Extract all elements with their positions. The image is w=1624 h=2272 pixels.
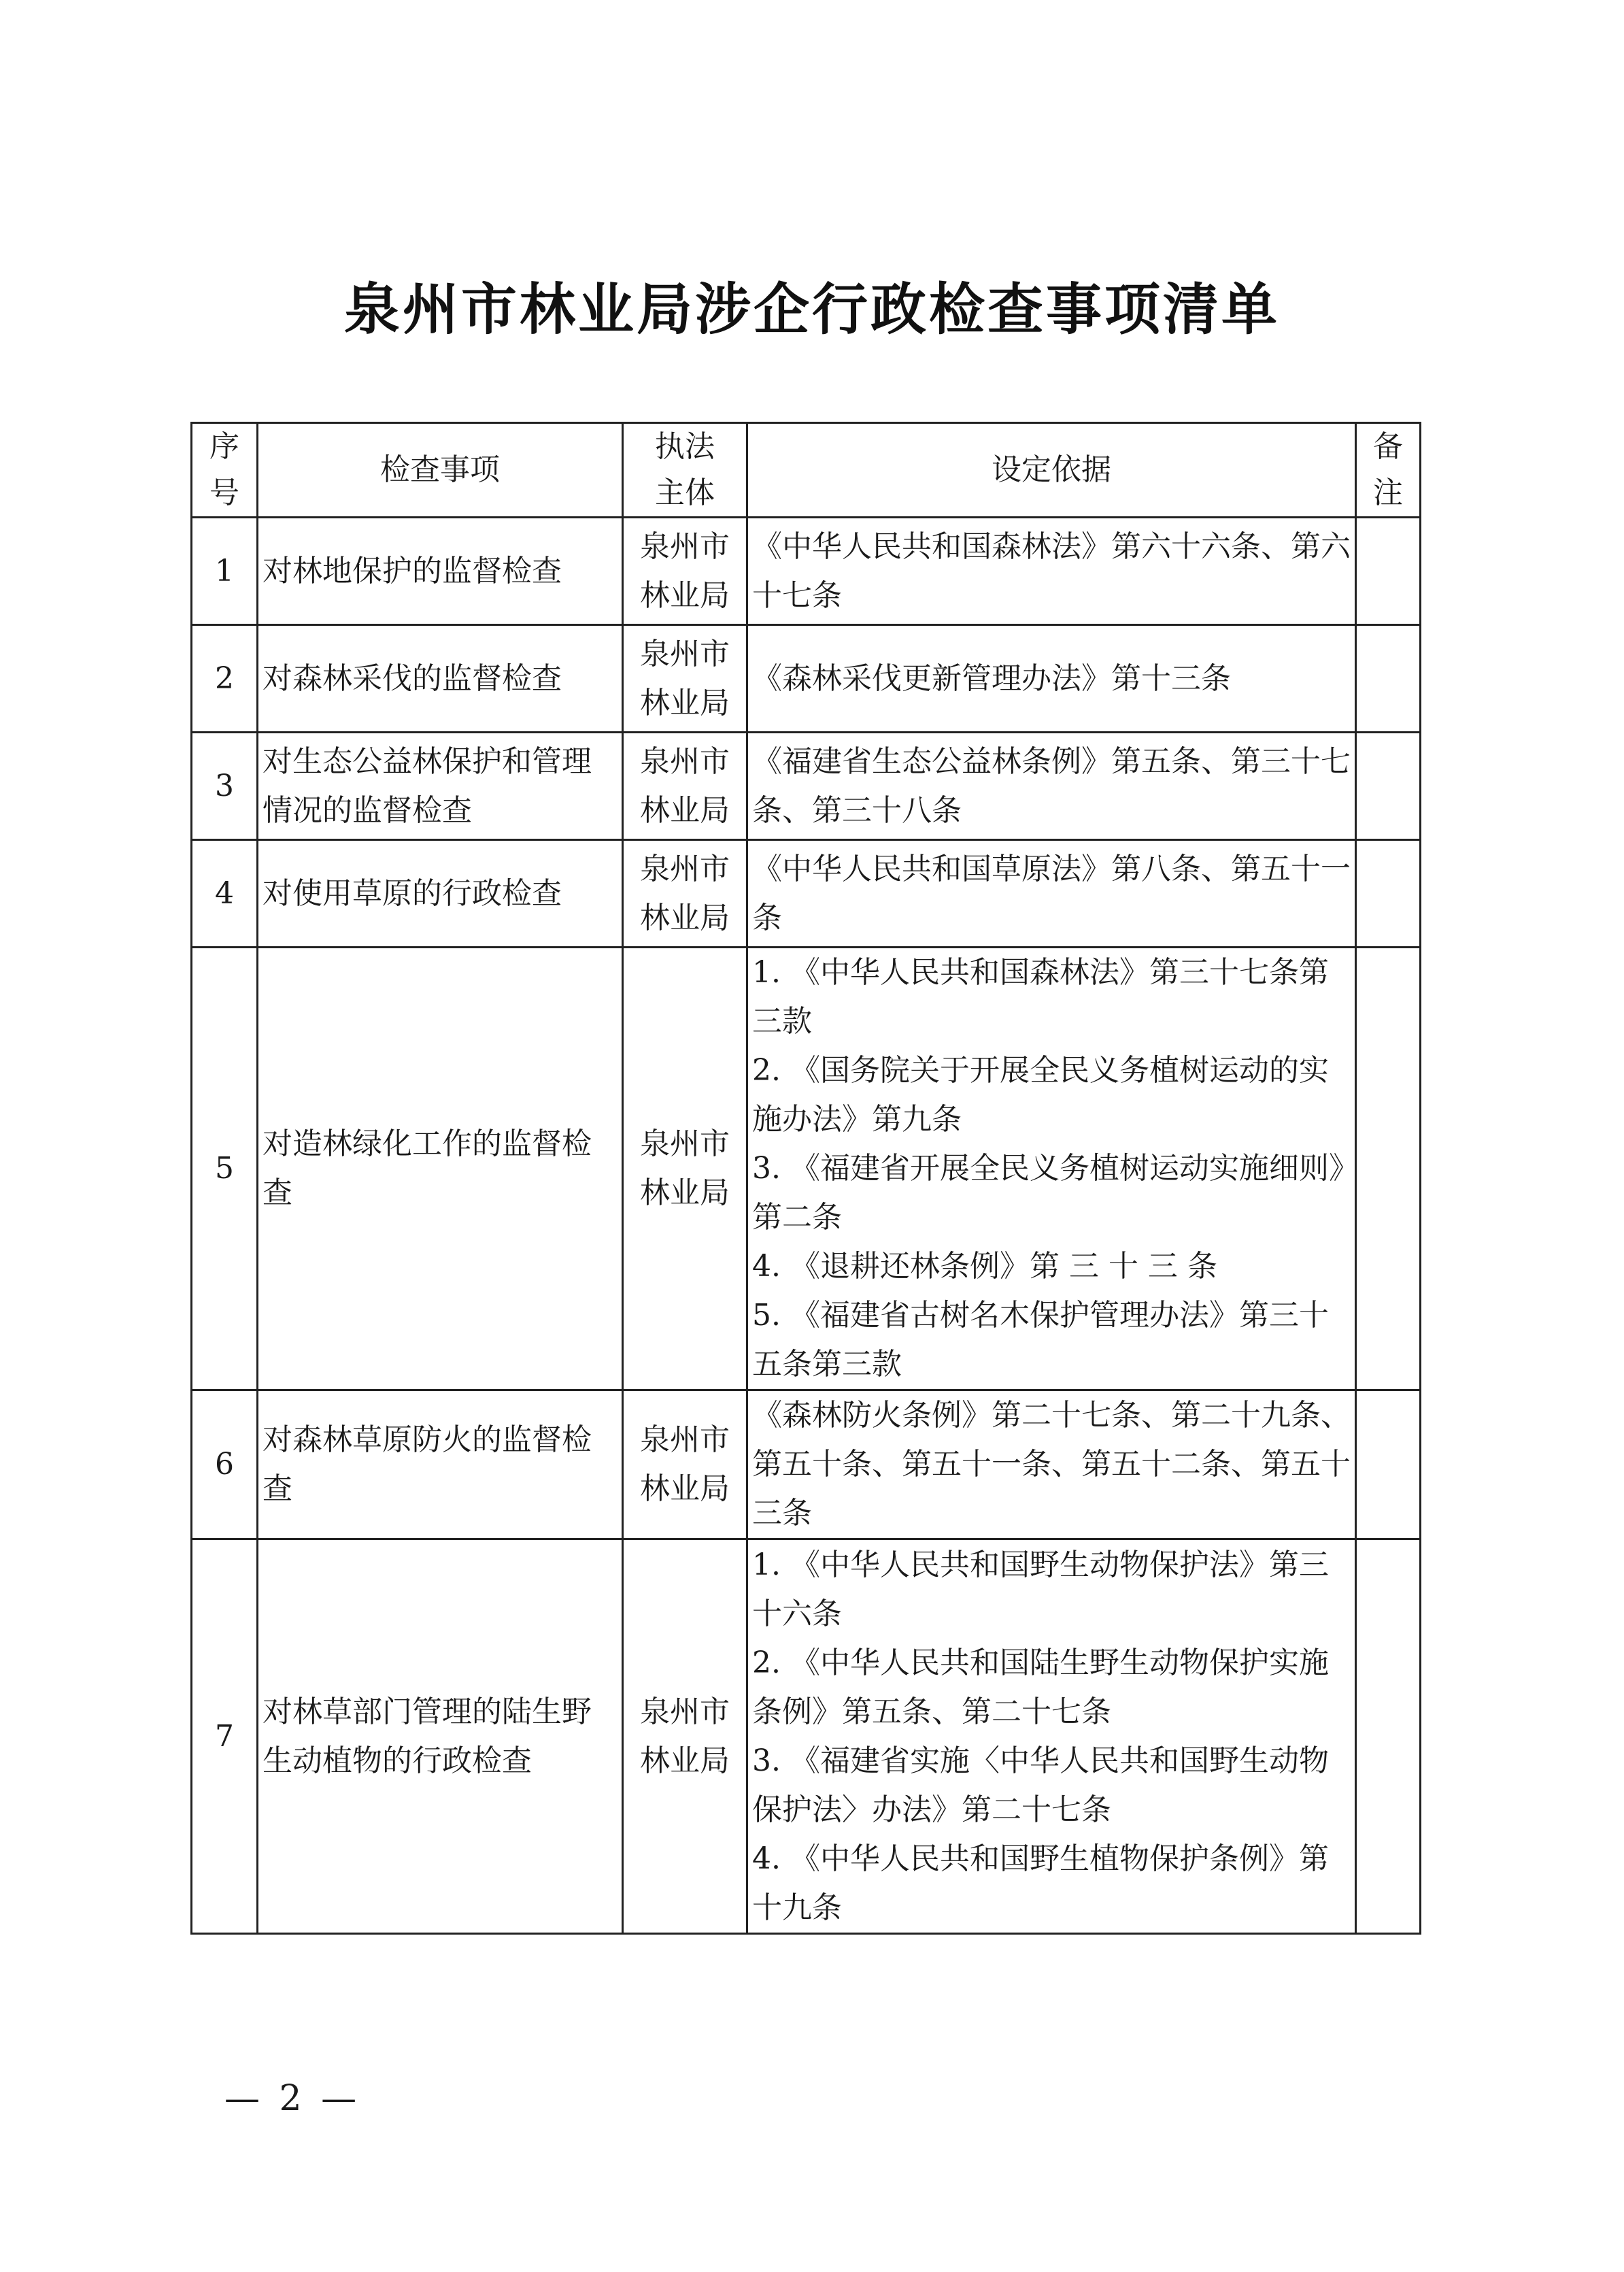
row-enforcement-body-line: 泉州市 bbox=[640, 1694, 730, 1729]
row-seq: 6 bbox=[192, 1390, 258, 1539]
row-legal-basis-line: 《森林防火条例》第二十七条、第二十九条、第五十条、第五十一条、第五十二条、第五十三条 bbox=[752, 1398, 1351, 1531]
header-note-line: 注 bbox=[1373, 475, 1403, 510]
header-basis: 设定依据 bbox=[747, 423, 1356, 518]
row-note bbox=[1356, 1390, 1421, 1539]
row-legal-basis bbox=[747, 733, 1356, 840]
row-legal-basis bbox=[747, 840, 1356, 948]
row-note bbox=[1356, 518, 1421, 625]
row-seq: 7 bbox=[192, 1539, 258, 1934]
row-legal-basis bbox=[747, 1390, 1356, 1539]
row-legal-basis bbox=[747, 625, 1356, 733]
inspection-items-table bbox=[190, 422, 1421, 1935]
table-row bbox=[192, 1390, 1421, 1539]
row-enforcement-body-line: 林业局 bbox=[640, 578, 730, 613]
row-seq: 3 bbox=[192, 733, 258, 840]
row-seq: 5 bbox=[192, 948, 258, 1390]
row-inspection-item: 对造林绿化工作的监督检查 bbox=[258, 948, 623, 1390]
table-row bbox=[192, 625, 1421, 733]
header-seq bbox=[192, 423, 258, 518]
row-inspection-item: 对生态公益林保护和管理情况的监督检查 bbox=[258, 733, 623, 840]
row-legal-basis-line: 1. 《中华人民共和国森林法》第三十七条第三款 bbox=[752, 955, 1329, 1039]
row-enforcement-body-line: 泉州市 bbox=[640, 529, 730, 564]
row-enforcement-body bbox=[623, 1539, 747, 1934]
row-enforcement-body bbox=[623, 840, 747, 948]
table-header-row bbox=[192, 423, 1421, 518]
row-enforcement-body-line: 泉州市 bbox=[640, 636, 730, 671]
row-enforcement-body-line: 林业局 bbox=[640, 1743, 730, 1778]
row-legal-basis bbox=[747, 1539, 1356, 1934]
table-row bbox=[192, 840, 1421, 948]
row-legal-basis-line: 2. 《中华人民共和国陆生野生动物保护实施条例》第五条、第二十七条 bbox=[752, 1645, 1329, 1729]
page-number: — 2 — bbox=[224, 2078, 361, 2119]
row-seq: 2 bbox=[192, 625, 258, 733]
row-enforcement-body-line: 林业局 bbox=[640, 900, 730, 935]
row-enforcement-body-line: 泉州市 bbox=[640, 1422, 730, 1457]
row-seq: 4 bbox=[192, 840, 258, 948]
table-row bbox=[192, 733, 1421, 840]
table-row bbox=[192, 518, 1421, 625]
row-enforcement-body-line: 泉州市 bbox=[640, 744, 730, 779]
row-legal-basis-line: 1. 《中华人民共和国野生动物保护法》第三十六条 bbox=[752, 1547, 1329, 1631]
row-enforcement-body bbox=[623, 518, 747, 625]
table-body bbox=[192, 518, 1421, 1934]
row-inspection-item: 对森林采伐的监督检查 bbox=[258, 625, 623, 733]
row-enforcement-body-line: 林业局 bbox=[640, 792, 730, 828]
row-note bbox=[1356, 840, 1421, 948]
row-enforcement-body-line: 林业局 bbox=[640, 685, 730, 720]
row-legal-basis-line: 2. 《国务院关于开展全民义务植树运动的实施办法》第九条 bbox=[752, 1053, 1329, 1137]
table-row bbox=[192, 1539, 1421, 1934]
header-body bbox=[623, 423, 747, 518]
row-enforcement-body-line: 泉州市 bbox=[640, 1126, 730, 1161]
row-inspection-item: 对森林草原防火的监督检查 bbox=[258, 1390, 623, 1539]
row-legal-basis-line: 4. 《退耕还林条例》第 三 十 三 条 bbox=[752, 1249, 1217, 1284]
header-body-line: 主体 bbox=[655, 475, 715, 510]
row-legal-basis bbox=[747, 948, 1356, 1390]
row-enforcement-body bbox=[623, 625, 747, 733]
row-note bbox=[1356, 733, 1421, 840]
header-seq-line: 号 bbox=[209, 475, 239, 510]
header-item: 检查事项 bbox=[258, 423, 623, 518]
document-title: 泉州市林业局涉企行政检查事项清单 bbox=[343, 278, 1280, 342]
header-note-line: 备 bbox=[1373, 429, 1403, 464]
row-legal-basis-line: 3. 《福建省实施〈中华人民共和国野生动物保护法〉办法》第二十七条 bbox=[752, 1743, 1329, 1827]
row-legal-basis-line: 《福建省生态公益林条例》第五条、第三十七条、第三十八条 bbox=[752, 744, 1351, 828]
table-row bbox=[192, 948, 1421, 1390]
row-note bbox=[1356, 1539, 1421, 1934]
row-enforcement-body bbox=[623, 1390, 747, 1539]
row-enforcement-body-line: 林业局 bbox=[640, 1175, 730, 1210]
header-note bbox=[1356, 423, 1421, 518]
row-note bbox=[1356, 948, 1421, 1390]
row-enforcement-body-line: 泉州市 bbox=[640, 851, 730, 886]
row-inspection-item: 对使用草原的行政检查 bbox=[258, 840, 623, 948]
row-enforcement-body-line: 林业局 bbox=[640, 1471, 730, 1506]
row-legal-basis bbox=[747, 518, 1356, 625]
row-enforcement-body bbox=[623, 733, 747, 840]
row-legal-basis-line: 3. 《福建省开展全民义务植树运动实施细则》第二条 bbox=[752, 1151, 1344, 1235]
row-legal-basis-line: 《中华人民共和国草原法》第八条、第五十一条 bbox=[752, 851, 1351, 935]
row-legal-basis-line: 5. 《福建省古树名木保护管理办法》第三十五条第三款 bbox=[752, 1298, 1329, 1382]
row-seq: 1 bbox=[192, 518, 258, 625]
header-seq-line: 序 bbox=[209, 429, 239, 464]
row-legal-basis-line: 《中华人民共和国森林法》第六十六条、第六十七条 bbox=[752, 529, 1351, 613]
row-enforcement-body bbox=[623, 948, 747, 1390]
row-inspection-item: 对林地保护的监督检查 bbox=[258, 518, 623, 625]
row-legal-basis-line: 《森林采伐更新管理办法》第十三条 bbox=[752, 661, 1231, 696]
row-legal-basis-line: 4. 《中华人民共和国野生植物保护条例》第十九条 bbox=[752, 1841, 1329, 1925]
row-note bbox=[1356, 625, 1421, 733]
header-body-line: 执法 bbox=[655, 429, 715, 464]
row-inspection-item: 对林草部门管理的陆生野生动植物的行政检查 bbox=[258, 1539, 623, 1934]
